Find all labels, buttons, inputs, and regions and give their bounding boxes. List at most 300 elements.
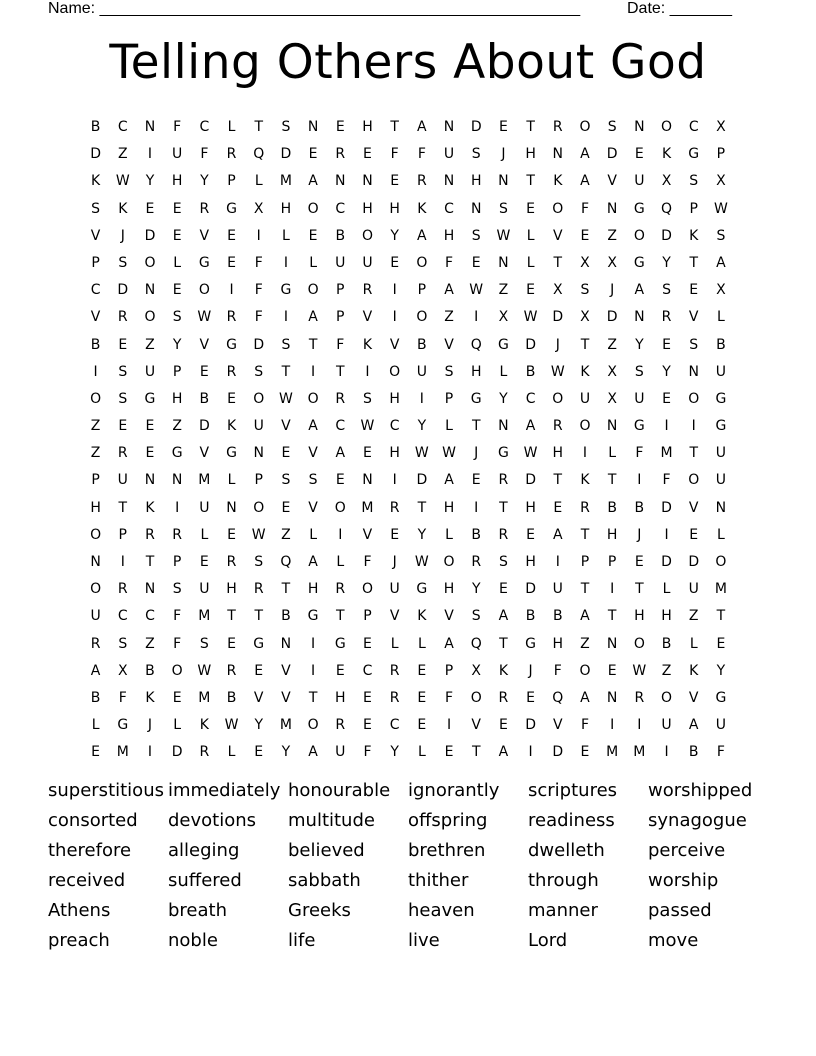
grid-letter: C	[389, 418, 400, 435]
word-bank-item: readiness	[528, 810, 615, 831]
grid-letter: G	[715, 418, 727, 435]
grid-letter: R	[199, 744, 210, 761]
grid-letter: W	[197, 309, 212, 326]
word-bank-item: honourable	[288, 780, 391, 801]
grid-letter: K	[118, 200, 128, 217]
grid-letter: R	[389, 662, 400, 679]
grid-letter: E	[498, 717, 508, 734]
grid-letter: Q	[470, 336, 482, 353]
grid-letter: E	[227, 254, 236, 271]
grid-letter: U	[634, 173, 645, 190]
grid-letter: O	[389, 363, 401, 380]
grid-letter: U	[579, 390, 591, 407]
grid-letter: F	[635, 445, 644, 462]
grid-letter: R	[226, 554, 237, 570]
grid-letter: N	[280, 635, 292, 652]
grid-letter: D	[90, 146, 101, 163]
grid-letter: A	[308, 744, 318, 761]
grid-letter: L	[717, 309, 725, 326]
word-bank-item: sabbath	[288, 870, 361, 891]
grid-letter: X	[661, 173, 672, 190]
grid-letter: S	[662, 282, 671, 299]
grid-letter: U	[634, 390, 645, 407]
grid-letter: T	[580, 526, 590, 543]
grid-letter: P	[689, 200, 698, 217]
grid-letter: T	[526, 173, 535, 190]
grid-letter: H	[389, 390, 400, 407]
grid-letter: J	[610, 282, 615, 299]
grid-letter: W	[442, 445, 456, 462]
grid-letter: W	[115, 173, 130, 190]
grid-letter: G	[715, 689, 727, 706]
grid-letter: E	[281, 445, 291, 462]
grid-letter: O	[579, 418, 591, 435]
grid-letter: A	[634, 282, 645, 299]
grid-letter: I	[311, 635, 316, 652]
grid-letter: I	[474, 309, 479, 326]
grid-letter: H	[525, 499, 536, 516]
grid-letter: B	[552, 608, 563, 625]
grid-letter: I	[664, 526, 669, 543]
grid-letter: M	[198, 608, 211, 625]
grid-letter: N	[144, 472, 156, 489]
grid-letter: E	[145, 445, 155, 462]
grid-letter: F	[173, 119, 182, 135]
grid-row	[82, 467, 735, 494]
grid-letter: A	[688, 717, 699, 734]
grid-letter: A	[417, 119, 427, 135]
grid-letter: P	[580, 554, 590, 570]
grid-letter: O	[307, 282, 319, 299]
grid-row	[82, 413, 735, 440]
grid-letter: S	[498, 200, 508, 217]
grid-letter: I	[392, 282, 397, 299]
grid-letter: C	[389, 717, 400, 734]
grid-letter: B	[417, 336, 427, 353]
grid-letter: H	[362, 119, 373, 135]
grid-letter: S	[308, 472, 318, 489]
grid-letter: A	[308, 173, 318, 190]
grid-letter: B	[634, 499, 645, 516]
grid-letter: C	[199, 119, 210, 135]
grid-letter: X	[117, 662, 128, 679]
grid-letter: E	[498, 581, 508, 598]
grid-letter: D	[661, 227, 672, 244]
grid-letter: D	[688, 554, 700, 570]
grid-letter: N	[606, 418, 618, 435]
grid-letter: I	[365, 363, 370, 380]
grid-letter: L	[336, 554, 345, 570]
grid-letter: F	[553, 662, 562, 679]
grid-letter: W	[523, 309, 538, 326]
grid-letter: E	[335, 119, 345, 135]
grid-letter: N	[362, 472, 373, 489]
grid-letter: F	[445, 254, 454, 271]
grid-letter: C	[525, 390, 536, 407]
grid-letter: B	[226, 689, 237, 706]
grid-letter: V	[688, 689, 699, 706]
name-field-label: Name: ______________________________________________________	[48, 0, 581, 17]
grid-letter: M	[116, 744, 129, 761]
grid-letter: N	[715, 499, 727, 516]
grid-letter: E	[227, 227, 236, 244]
grid-letter: S	[281, 119, 291, 135]
grid-letter: Z	[498, 282, 509, 299]
grid-letter: A	[444, 635, 454, 652]
grid-letter: Y	[281, 744, 291, 761]
grid-letter: R	[552, 119, 563, 135]
word-bank-item: life	[288, 930, 316, 951]
grid-letter: U	[715, 363, 727, 380]
grid-letter: E	[471, 254, 481, 271]
grid-letter: F	[254, 309, 263, 326]
grid-letter: L	[173, 254, 182, 271]
grid-letter: E	[444, 744, 454, 761]
grid-row	[82, 576, 735, 603]
grid-letter: J	[120, 227, 125, 244]
grid-letter: R	[226, 363, 237, 380]
grid-letter: D	[117, 282, 129, 299]
grid-letter: B	[607, 499, 617, 516]
grid-letter: T	[607, 608, 617, 625]
grid-letter: N	[362, 173, 373, 190]
grid-letter: M	[279, 717, 292, 734]
grid-letter: O	[144, 254, 156, 271]
puzzle-title: Telling Others About God	[109, 35, 707, 90]
grid-letter: P	[444, 390, 454, 407]
word-bank-item: worship	[648, 870, 719, 891]
grid-letter: E	[227, 635, 236, 652]
grid-letter: V	[389, 608, 400, 625]
grid-letter: L	[417, 635, 426, 652]
grid-letter: G	[633, 254, 645, 271]
grid-letter: D	[525, 472, 536, 489]
grid-letter: S	[716, 227, 726, 244]
grid-letter: C	[90, 282, 101, 299]
grid-letter: A	[716, 254, 726, 271]
grid-letter: V	[688, 499, 699, 516]
grid-letter: R	[362, 282, 373, 299]
grid-letter: Q	[661, 200, 673, 217]
grid-letter: Y	[145, 173, 155, 190]
date-field-label: Date: _______	[627, 0, 732, 17]
grid-letter: J	[474, 445, 479, 462]
grid-letter: B	[90, 689, 101, 706]
grid-letter: K	[661, 146, 672, 163]
grid-letter: F	[118, 689, 127, 706]
grid-letter: T	[499, 635, 508, 652]
grid-letter: J	[501, 146, 506, 163]
grid-letter: P	[444, 662, 454, 679]
grid-letter: B	[525, 608, 536, 625]
grid-letter: N	[634, 309, 645, 326]
grid-letter: A	[580, 173, 590, 190]
grid-letter: U	[90, 608, 101, 625]
grid-letter: E	[390, 254, 400, 271]
grid-letter: O	[307, 390, 319, 407]
grid-letter: J	[528, 662, 533, 679]
grid-letter: W	[469, 282, 484, 299]
grid-letter: L	[608, 445, 617, 462]
grid-letter: W	[523, 445, 538, 462]
grid-letter: V	[90, 227, 101, 244]
grid-letter: F	[363, 554, 372, 570]
grid-letter: F	[390, 146, 399, 163]
grid-letter: H	[470, 173, 482, 190]
grid-letter: F	[173, 635, 182, 652]
grid-letter: O	[715, 554, 727, 570]
grid-letter: P	[91, 472, 100, 489]
grid-letter: O	[633, 635, 645, 652]
word-bank-item: Athens	[48, 900, 111, 921]
grid-letter: T	[580, 336, 590, 353]
grid-letter: R	[389, 689, 400, 706]
grid-letter: D	[606, 146, 618, 163]
grid-letter: R	[117, 445, 128, 462]
grid-row	[82, 522, 735, 549]
grid-letter: T	[471, 744, 481, 761]
grid-letter: L	[445, 526, 453, 543]
grid-letter: V	[253, 689, 264, 706]
grid-letter: B	[90, 336, 101, 353]
grid-letter: Y	[662, 254, 671, 271]
grid-letter: R	[199, 200, 210, 217]
grid-letter: R	[226, 662, 237, 679]
grid-letter: N	[688, 363, 699, 380]
grid-letter: N	[634, 119, 645, 135]
grid-letter: N	[552, 146, 564, 163]
grid-letter: N	[307, 119, 319, 135]
grid-letter: I	[283, 309, 288, 326]
grid-letter: E	[580, 227, 590, 244]
grid-letter: A	[498, 608, 509, 625]
grid-letter: X	[716, 173, 726, 190]
grid-letter: E	[417, 717, 427, 734]
grid-letter: E	[634, 146, 644, 163]
word-bank-item: received	[48, 870, 126, 891]
grid-letter: O	[334, 499, 346, 516]
grid-letter: F	[254, 254, 263, 271]
grid-letter: H	[171, 390, 183, 407]
grid-letter: W	[414, 445, 429, 462]
grid-letter: P	[118, 526, 127, 543]
grid-letter: S	[254, 554, 264, 570]
grid-letter: S	[199, 635, 209, 652]
grid-letter: S	[498, 554, 508, 570]
grid-letter: T	[281, 581, 291, 598]
grid-letter: D	[661, 554, 672, 570]
grid-letter: K	[580, 472, 590, 489]
grid-letter: I	[283, 254, 288, 271]
grid-letter: R	[226, 146, 237, 163]
grid-letter: H	[443, 581, 455, 598]
word-bank-item: dwelleth	[528, 840, 605, 861]
grid-letter: O	[361, 581, 373, 598]
grid-letter: L	[91, 717, 100, 734]
grid-letter: Y	[635, 336, 644, 353]
grid-letter: T	[580, 581, 590, 598]
grid-letter: K	[553, 173, 563, 190]
grid-letter: E	[526, 689, 536, 706]
grid-letter: W	[251, 526, 266, 543]
grid-letter: I	[120, 554, 125, 570]
grid-letter: U	[715, 472, 727, 489]
grid-letter: X	[716, 282, 726, 299]
grid-letter: Y	[417, 418, 427, 435]
word-bank-item: devotions	[168, 810, 257, 831]
grid-letter: S	[363, 390, 372, 407]
grid-letter: H	[634, 608, 645, 625]
grid-letter: M	[714, 581, 727, 598]
grid-letter: D	[253, 336, 265, 353]
grid-letter: O	[416, 309, 428, 326]
grid-letter: V	[199, 227, 210, 244]
grid-letter: L	[662, 581, 671, 598]
grid-letter: R	[389, 499, 400, 516]
grid-letter: M	[361, 499, 374, 516]
grid-letter: E	[281, 499, 291, 516]
grid-letter: G	[280, 282, 292, 299]
grid-letter: E	[471, 472, 481, 489]
grid-letter: N	[498, 254, 509, 271]
grid-letter: O	[470, 689, 482, 706]
grid-row	[82, 603, 735, 630]
grid-letter: I	[664, 418, 669, 435]
grid-letter: N	[606, 689, 618, 706]
grid-letter: T	[308, 689, 318, 706]
grid-letter: W	[197, 662, 212, 679]
grid-letter: A	[90, 662, 101, 679]
grid-letter: U	[443, 146, 455, 163]
grid-letter: F	[363, 744, 372, 761]
grid-letter: E	[145, 200, 155, 217]
grid-letter: Z	[607, 336, 617, 353]
grid-letter: B	[199, 390, 210, 407]
grid-letter: P	[172, 554, 182, 570]
grid-letter: T	[308, 336, 318, 353]
grid-letter: S	[281, 336, 291, 353]
grid-letter: L	[717, 526, 725, 543]
grid-letter: M	[660, 445, 673, 462]
grid-letter: V	[471, 717, 481, 734]
grid-letter: T	[417, 499, 427, 516]
grid-letter: T	[553, 472, 563, 489]
grid-letter: K	[362, 336, 373, 353]
grid-letter: A	[308, 554, 318, 570]
grid-letter: Z	[172, 418, 182, 435]
grid-letter: E	[254, 662, 264, 679]
grid-letter: X	[607, 254, 617, 271]
grid-letter: K	[226, 418, 237, 435]
word-bank-item: manner	[528, 900, 598, 921]
grid-letter: J	[392, 554, 397, 570]
worksheet-header	[48, 0, 748, 20]
grid-letter: E	[363, 717, 372, 734]
grid-letter: K	[498, 662, 508, 679]
grid-row	[82, 549, 735, 576]
grid-letter: P	[417, 282, 427, 299]
grid-letter: E	[363, 635, 372, 652]
grid-letter: L	[689, 635, 698, 652]
grid-letter: A	[580, 689, 590, 706]
grid-letter: I	[93, 363, 98, 380]
grid-letter: B	[281, 608, 291, 625]
grid-letter: R	[172, 526, 183, 543]
grid-letter: D	[606, 309, 618, 326]
grid-letter: U	[253, 418, 264, 435]
grid-letter: W	[414, 554, 429, 570]
grid-letter: O	[253, 390, 265, 407]
grid-letter: K	[199, 717, 209, 734]
grid-row	[82, 712, 735, 739]
grid-letter: K	[417, 608, 427, 625]
grid-letter: E	[335, 662, 345, 679]
grid-letter: X	[253, 200, 264, 217]
grid-letter: U	[416, 363, 427, 380]
grid-letter: E	[553, 499, 563, 516]
grid-letter: S	[634, 363, 644, 380]
grid-letter: I	[637, 717, 642, 734]
grid-letter: C	[335, 418, 346, 435]
grid-letter: A	[525, 418, 536, 435]
grid-letter: H	[389, 200, 400, 217]
word-bank-item: therefore	[48, 840, 132, 861]
grid-letter: D	[198, 418, 210, 435]
grid-letter: R	[253, 581, 264, 598]
grid-letter: O	[633, 227, 645, 244]
grid-letter: F	[200, 146, 209, 163]
grid-letter: V	[199, 445, 210, 462]
grid-letter: P	[363, 608, 372, 625]
grid-letter: S	[118, 363, 128, 380]
grid-letter: G	[253, 635, 265, 652]
grid-letter: V	[281, 689, 291, 706]
grid-letter: N	[443, 173, 455, 190]
grid-letter: W	[550, 363, 565, 380]
grid-row	[82, 196, 735, 223]
grid-letter: Z	[688, 608, 699, 625]
grid-letter: Y	[662, 363, 671, 380]
grid-letter: Q	[470, 635, 482, 652]
grid-letter: I	[175, 499, 180, 516]
grid-letter: R	[335, 390, 346, 407]
grid-letter: K	[145, 689, 155, 706]
grid-letter: F	[580, 717, 589, 734]
grid-letter: Z	[117, 146, 128, 163]
grid-letter: O	[552, 200, 564, 217]
grid-letter: E	[254, 744, 264, 761]
grid-letter: R	[498, 689, 509, 706]
grid-letter: Y	[716, 662, 726, 679]
grid-letter: U	[117, 472, 128, 489]
word-bank-item: move	[648, 930, 699, 951]
grid-letter: C	[117, 119, 128, 135]
grid-letter: M	[198, 472, 211, 489]
grid-letter: H	[307, 581, 319, 598]
grid-letter: T	[336, 363, 345, 380]
grid-letter: U	[199, 581, 210, 598]
grid-letter: A	[580, 146, 590, 163]
grid-letter: V	[281, 662, 291, 679]
grid-letter: S	[281, 472, 291, 489]
grid-letter: Y	[390, 227, 399, 244]
grid-letter: D	[171, 744, 183, 761]
word-bank-item: live	[408, 930, 440, 951]
grid-letter: T	[227, 608, 236, 625]
grid-letter: F	[254, 282, 263, 299]
word-bank-item: perceive	[648, 840, 726, 861]
grid-letter: O	[171, 662, 183, 679]
